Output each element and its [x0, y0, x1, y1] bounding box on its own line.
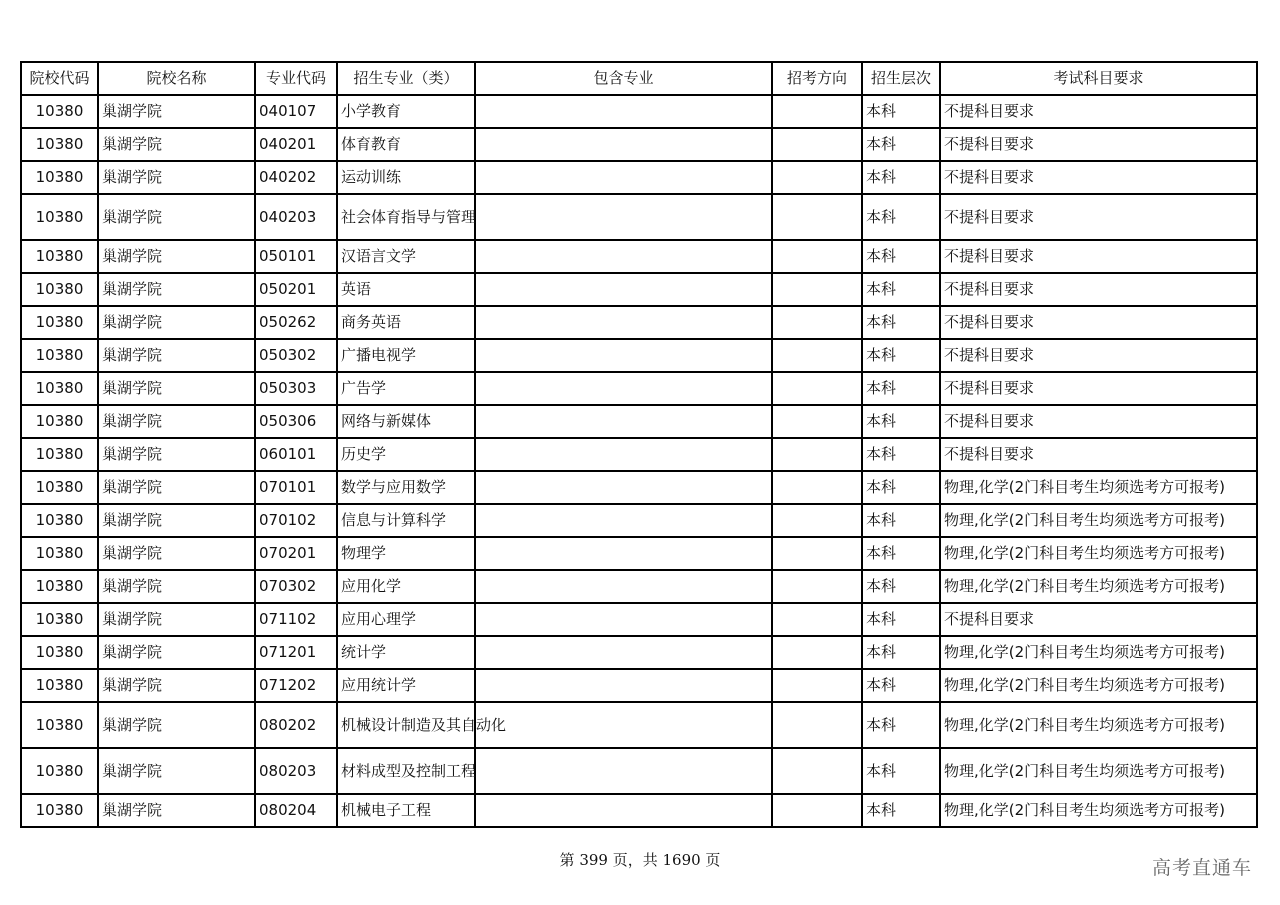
cell-included-majors: [475, 161, 772, 194]
header-school-name: 院校名称: [98, 62, 255, 95]
cell-direction: [772, 537, 862, 570]
cell-level: 本科: [862, 128, 940, 161]
table-row: [21, 438, 1257, 471]
table-row: [21, 471, 1257, 504]
admission-table: [20, 61, 1258, 828]
cell-school-code: 10380: [21, 537, 98, 570]
cell-major-code: 050302: [255, 339, 337, 372]
cell-direction: [772, 438, 862, 471]
table-row: [21, 128, 1257, 161]
cell-level: 本科: [862, 438, 940, 471]
cell-level: 本科: [862, 636, 940, 669]
cell-direction: [772, 603, 862, 636]
cell-major-code: 050262: [255, 306, 337, 339]
cell-level: 本科: [862, 194, 940, 240]
cell-direction: [772, 471, 862, 504]
cell-major-code: 040201: [255, 128, 337, 161]
cell-included-majors: [475, 405, 772, 438]
cell-major: 机械设计制造及其自动化: [337, 702, 475, 748]
cell-major-code: 070201: [255, 537, 337, 570]
cell-school-code: 10380: [21, 339, 98, 372]
cell-major: 体育教育: [337, 128, 475, 161]
cell-included-majors: [475, 339, 772, 372]
cell-direction: [772, 794, 862, 827]
cell-requirement: 物理,化学(2门科目考生均须选考方可报考): [940, 748, 1257, 794]
cell-school-name: 巢湖学院: [98, 537, 255, 570]
table-row: [21, 537, 1257, 570]
cell-school-code: 10380: [21, 306, 98, 339]
cell-major-code: 071202: [255, 669, 337, 702]
cell-requirement: 不提科目要求: [940, 240, 1257, 273]
table-row: [21, 748, 1257, 794]
cell-major-code: 040107: [255, 95, 337, 128]
cell-direction: [772, 405, 862, 438]
cell-school-name: 巢湖学院: [98, 748, 255, 794]
cell-school-code: 10380: [21, 128, 98, 161]
cell-school-code: 10380: [21, 748, 98, 794]
cell-major: 广播电视学: [337, 339, 475, 372]
cell-included-majors: [475, 636, 772, 669]
cell-school-name: 巢湖学院: [98, 240, 255, 273]
cell-direction: [772, 95, 862, 128]
cell-school-code: 10380: [21, 504, 98, 537]
cell-school-code: 10380: [21, 669, 98, 702]
cell-school-name: 巢湖学院: [98, 95, 255, 128]
cell-included-majors: [475, 194, 772, 240]
cell-major: 材料成型及控制工程: [337, 748, 475, 794]
cell-major: 应用心理学: [337, 603, 475, 636]
cell-included-majors: [475, 537, 772, 570]
cell-major: 应用化学: [337, 570, 475, 603]
cell-included-majors: [475, 306, 772, 339]
table-row: [21, 273, 1257, 306]
cell-school-name: 巢湖学院: [98, 570, 255, 603]
cell-school-code: 10380: [21, 273, 98, 306]
cell-school-name: 巢湖学院: [98, 128, 255, 161]
cell-direction: [772, 570, 862, 603]
cell-direction: [772, 702, 862, 748]
cell-requirement: 不提科目要求: [940, 95, 1257, 128]
cell-included-majors: [475, 570, 772, 603]
cell-major-code: 050201: [255, 273, 337, 306]
table-row: [21, 603, 1257, 636]
cell-direction: [772, 273, 862, 306]
cell-included-majors: [475, 702, 772, 748]
cell-major: 英语: [337, 273, 475, 306]
cell-major: 历史学: [337, 438, 475, 471]
cell-requirement: 物理,化学(2门科目考生均须选考方可报考): [940, 794, 1257, 827]
table-row: [21, 504, 1257, 537]
cell-direction: [772, 194, 862, 240]
cell-included-majors: [475, 794, 772, 827]
cell-school-code: 10380: [21, 603, 98, 636]
cell-requirement: 物理,化学(2门科目考生均须选考方可报考): [940, 702, 1257, 748]
cell-level: 本科: [862, 372, 940, 405]
cell-direction: [772, 504, 862, 537]
cell-requirement: 不提科目要求: [940, 128, 1257, 161]
cell-level: 本科: [862, 273, 940, 306]
cell-level: 本科: [862, 339, 940, 372]
cell-school-code: 10380: [21, 95, 98, 128]
cell-major: 机械电子工程: [337, 794, 475, 827]
cell-included-majors: [475, 603, 772, 636]
cell-school-code: 10380: [21, 702, 98, 748]
cell-major-code: 040203: [255, 194, 337, 240]
header-direction: 招考方向: [772, 62, 862, 95]
cell-level: 本科: [862, 471, 940, 504]
cell-level: 本科: [862, 504, 940, 537]
cell-requirement: 物理,化学(2门科目考生均须选考方可报考): [940, 636, 1257, 669]
cell-major: 运动训练: [337, 161, 475, 194]
cell-major-code: 050306: [255, 405, 337, 438]
cell-school-code: 10380: [21, 471, 98, 504]
cell-school-name: 巢湖学院: [98, 405, 255, 438]
cell-major: 社会体育指导与管理: [337, 194, 475, 240]
cell-included-majors: [475, 669, 772, 702]
cell-school-name: 巢湖学院: [98, 306, 255, 339]
cell-requirement: 不提科目要求: [940, 438, 1257, 471]
cell-school-name: 巢湖学院: [98, 603, 255, 636]
cell-major-code: 080202: [255, 702, 337, 748]
cell-requirement: 物理,化学(2门科目考生均须选考方可报考): [940, 471, 1257, 504]
cell-major: 商务英语: [337, 306, 475, 339]
cell-requirement: 物理,化学(2门科目考生均须选考方可报考): [940, 669, 1257, 702]
cell-major: 汉语言文学: [337, 240, 475, 273]
table-row: [21, 405, 1257, 438]
cell-requirement: 不提科目要求: [940, 194, 1257, 240]
cell-requirement: 不提科目要求: [940, 603, 1257, 636]
cell-level: 本科: [862, 95, 940, 128]
table-row: [21, 372, 1257, 405]
cell-major: 信息与计算科学: [337, 504, 475, 537]
cell-requirement: 物理,化学(2门科目考生均须选考方可报考): [940, 570, 1257, 603]
cell-school-name: 巢湖学院: [98, 273, 255, 306]
table-row: [21, 669, 1257, 702]
cell-level: 本科: [862, 570, 940, 603]
cell-requirement: 不提科目要求: [940, 372, 1257, 405]
cell-level: 本科: [862, 794, 940, 827]
cell-major-code: 070102: [255, 504, 337, 537]
cell-major-code: 080203: [255, 748, 337, 794]
cell-school-name: 巢湖学院: [98, 194, 255, 240]
cell-level: 本科: [862, 240, 940, 273]
table-row: [21, 240, 1257, 273]
cell-school-name: 巢湖学院: [98, 161, 255, 194]
cell-requirement: 不提科目要求: [940, 273, 1257, 306]
cell-level: 本科: [862, 306, 940, 339]
header-included-majors: 包含专业: [475, 62, 772, 95]
cell-direction: [772, 161, 862, 194]
cell-level: 本科: [862, 702, 940, 748]
cell-major: 广告学: [337, 372, 475, 405]
cell-major-code: 070302: [255, 570, 337, 603]
cell-school-code: 10380: [21, 240, 98, 273]
cell-requirement: 不提科目要求: [940, 405, 1257, 438]
cell-school-name: 巢湖学院: [98, 339, 255, 372]
table-row: [21, 570, 1257, 603]
cell-requirement: 物理,化学(2门科目考生均须选考方可报考): [940, 504, 1257, 537]
cell-requirement: 不提科目要求: [940, 339, 1257, 372]
header-requirement: 考试科目要求: [940, 62, 1257, 95]
cell-direction: [772, 306, 862, 339]
watermark-logo: 高考直通车: [1151, 857, 1252, 879]
cell-school-code: 10380: [21, 194, 98, 240]
cell-level: 本科: [862, 603, 940, 636]
cell-major: 数学与应用数学: [337, 471, 475, 504]
cell-included-majors: [475, 748, 772, 794]
cell-direction: [772, 372, 862, 405]
cell-major-code: 071201: [255, 636, 337, 669]
cell-major-code: 040202: [255, 161, 337, 194]
cell-major-code: 070101: [255, 471, 337, 504]
cell-major: 网络与新媒体: [337, 405, 475, 438]
cell-requirement: 不提科目要求: [940, 306, 1257, 339]
cell-school-code: 10380: [21, 161, 98, 194]
cell-school-code: 10380: [21, 372, 98, 405]
table-row: [21, 794, 1257, 827]
cell-direction: [772, 669, 862, 702]
cell-major: 应用统计学: [337, 669, 475, 702]
header-level: 招生层次: [862, 62, 940, 95]
cell-included-majors: [475, 273, 772, 306]
cell-included-majors: [475, 504, 772, 537]
cell-level: 本科: [862, 748, 940, 794]
cell-level: 本科: [862, 537, 940, 570]
cell-level: 本科: [862, 669, 940, 702]
cell-direction: [772, 240, 862, 273]
table-row: [21, 636, 1257, 669]
cell-major: 物理学: [337, 537, 475, 570]
cell-school-name: 巢湖学院: [98, 669, 255, 702]
cell-direction: [772, 748, 862, 794]
cell-major-code: 080204: [255, 794, 337, 827]
table-row: [21, 95, 1257, 128]
table-row: [21, 306, 1257, 339]
cell-major: 统计学: [337, 636, 475, 669]
cell-school-code: 10380: [21, 405, 98, 438]
cell-major-code: 050303: [255, 372, 337, 405]
cell-level: 本科: [862, 161, 940, 194]
cell-requirement: 不提科目要求: [940, 161, 1257, 194]
cell-school-name: 巢湖学院: [98, 794, 255, 827]
cell-school-code: 10380: [21, 570, 98, 603]
cell-school-name: 巢湖学院: [98, 372, 255, 405]
cell-major-code: 060101: [255, 438, 337, 471]
table-row: [21, 339, 1257, 372]
table-row: [21, 194, 1257, 240]
cell-school-code: 10380: [21, 438, 98, 471]
cell-included-majors: [475, 128, 772, 161]
cell-school-name: 巢湖学院: [98, 702, 255, 748]
cell-school-name: 巢湖学院: [98, 438, 255, 471]
cell-school-code: 10380: [21, 794, 98, 827]
cell-requirement: 物理,化学(2门科目考生均须选考方可报考): [940, 537, 1257, 570]
cell-included-majors: [475, 372, 772, 405]
cell-included-majors: [475, 471, 772, 504]
cell-included-majors: [475, 95, 772, 128]
cell-included-majors: [475, 240, 772, 273]
cell-level: 本科: [862, 405, 940, 438]
cell-major: 小学教育: [337, 95, 475, 128]
table-row: [21, 702, 1257, 748]
cell-direction: [772, 636, 862, 669]
header-major-code: 专业代码: [255, 62, 337, 95]
header-row: [21, 62, 1257, 95]
cell-major-code: 071102: [255, 603, 337, 636]
cell-direction: [772, 339, 862, 372]
cell-direction: [772, 128, 862, 161]
cell-school-name: 巢湖学院: [98, 471, 255, 504]
cell-major-code: 050101: [255, 240, 337, 273]
cell-included-majors: [475, 438, 772, 471]
header-school-code: 院校代码: [21, 62, 98, 95]
cell-school-code: 10380: [21, 636, 98, 669]
header-major: 招生专业（类）: [337, 62, 475, 95]
cell-school-name: 巢湖学院: [98, 504, 255, 537]
page-number: 第 399 页，共 1690 页: [559, 851, 721, 869]
cell-school-name: 巢湖学院: [98, 636, 255, 669]
table-row: [21, 161, 1257, 194]
